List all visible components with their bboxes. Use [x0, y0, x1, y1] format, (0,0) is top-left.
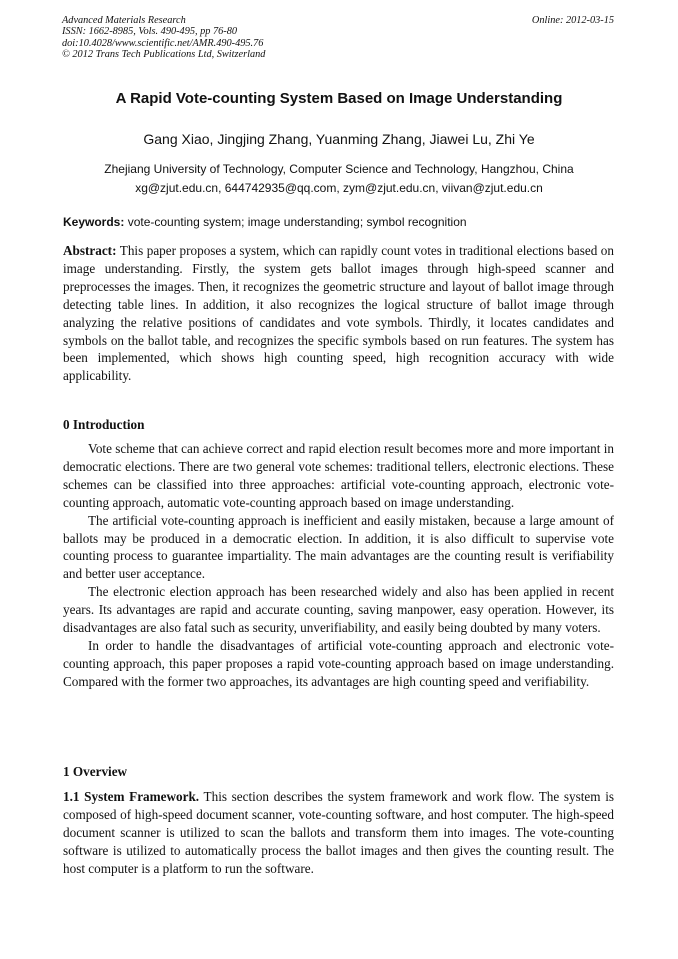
doi-line: doi:10.4028/www.scientific.net/AMR.490-495.76: [62, 37, 264, 49]
paper-title: A Rapid Vote-counting System Based on Image Understanding: [115, 90, 563, 107]
author-emails: xg@zjut.edu.cn, 644742935@qq.com, zym@zjut.edu.cn, viivan@zjut.edu.cn: [135, 181, 543, 195]
keywords-line: [63, 215, 618, 229]
overview-paragraph: [63, 788, 614, 878]
journal-header: [62, 15, 618, 61]
author-list: Gang Xiao, Jingjing Zhang, Yuanming Zhang, Jiawei Lu, Zhi Ye: [143, 131, 535, 147]
intro-paragraph: In order to handle the disadvantages of artificial vote-counting approach and electronic vote-counting approach, this paper proposes a rapid vote-counting approach based on image understanding. Compared with the former two approaches, its advantages are high counting speed and verifiability.: [63, 637, 614, 689]
section-heading-overview: 1 Overview: [63, 764, 128, 779]
intro-paragraph: Vote scheme that can achieve correct and rapid election result becomes more and more important in democratic elections. There are two general vote schemes: traditional tellers, electronic elections. These schemes can be classified into three approaches: artificial vote-counting approach, electronic vote-counting approach, automatic vote-counting approach based on image understanding.: [63, 441, 614, 510]
issn-line: ISSN: 1662-8985, Vols. 490-495, pp 76-80: [62, 26, 238, 38]
affiliation: Zhejiang University of Technology, Computer Science and Technology, Hangzhou, China: [104, 162, 574, 176]
copyright-line: © 2012 Trans Tech Publications Ltd, Switzerland: [62, 49, 266, 61]
subsection-heading-framework: 1.1 System Framework.: [63, 789, 200, 804]
abstract-label: Abstract:: [63, 243, 117, 258]
keywords-text: vote-counting system; image understanding; symbol recognition: [127, 215, 467, 229]
journal-name: Advanced Materials Research: [62, 15, 186, 26]
intro-paragraph: The electronic election approach has been researched widely and also has been applied in recent years. Its advantages are rapid and accurate counting, saving manpower, easy operation. However, its disadvantages are also fatal such as security, unverifiability, and easily being doubted by many voters.: [63, 584, 614, 636]
section-heading-introduction: 0 Introduction: [63, 417, 145, 432]
abstract-text: This paper proposes a system, which can rapidly count votes in traditional elections based on image understanding. Firstly, the system gets ballot images through high-speed scanner and preprocesses the images. Then, it recognizes the geometric structure and layout of ballot image through detecting table lines. In addition, it also recognizes the logical structure of ballot image through analyzing the relative positions of candidates and vote symbols. Thirdly, it locates candidates and symbols on the ballot table, and recognizes the specific symbols based on run features. The system has been implemented, which shows high counting speed, high recognition accuracy with wide applicability.: [63, 243, 614, 384]
affiliation-block: [0, 160, 678, 198]
overview-body: [63, 788, 614, 878]
online-date: Online: 2012-03-15: [531, 15, 614, 26]
introduction-body: [63, 440, 614, 691]
abstract: [63, 242, 614, 385]
keywords-label: Keywords:: [63, 215, 125, 229]
intro-paragraph: The artificial vote-counting approach is inefficient and easily mistaken, because a large amount of ballots may be produced in a democratic election. In addition, it is also difficult to supervise vote counting process to guarantee impartiality. The main advantages are the counting result is verifiability and better user acceptance.: [63, 512, 614, 582]
overview-text: This section describes the system framework and work flow. The system is composed of high-speed document scanner, vote-counting software, and host computer. The high-speed document scanner is utilized to scan the ballots and transform them into images. The vote-counting software is utilized to automatically process the ballot images and then gives the counting result. The host computer is a platform to run the software.: [63, 789, 614, 876]
